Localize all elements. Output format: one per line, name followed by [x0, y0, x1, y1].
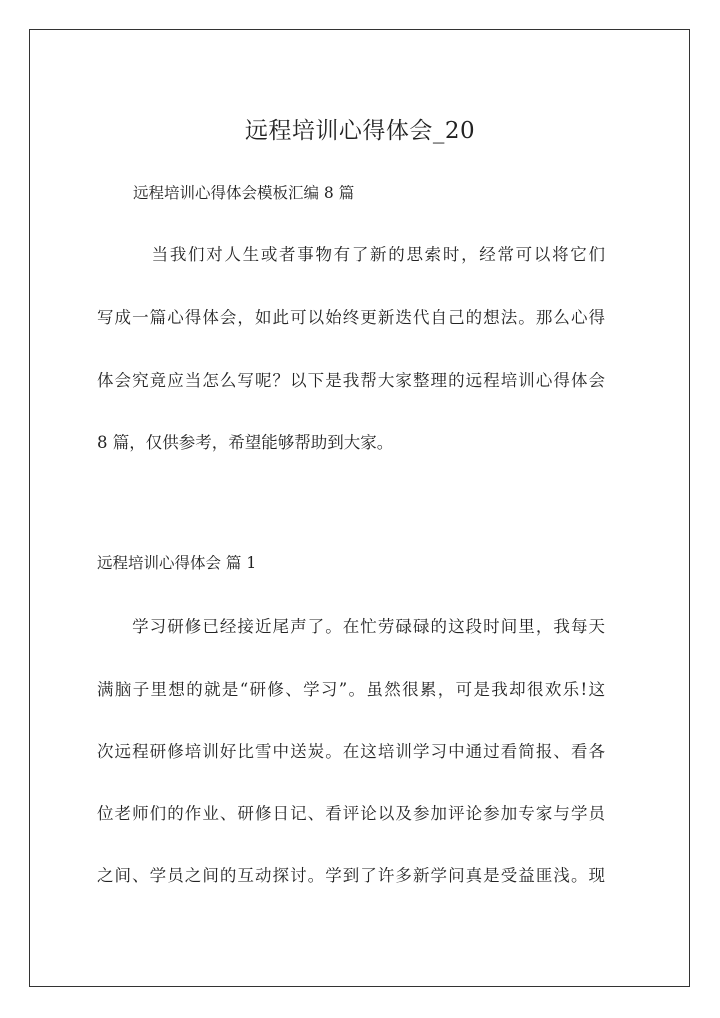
- document-title: 远程培训心得体会_20: [244, 118, 476, 144]
- page-border: [29, 29, 690, 987]
- intro-paragraph-line: 8 篇，仅供参考，希望能够帮助到大家。: [97, 433, 394, 452]
- section-paragraph-line: 学习研修已经接近尾声了。在忙劳碌碌的这段时间里，我每天: [97, 617, 605, 636]
- intro-paragraph-line: 体会究竟应当怎么写呢？以下是我帮大家整理的远程培训心得体会: [97, 371, 605, 390]
- section-paragraph-line: 位老师们的作业、研修日记、看评论以及参加评论参加专家与学员: [97, 804, 605, 823]
- section-paragraph-line: 满脑子里想的就是“研修、学习”。虽然很累，可是我却很欢乐!这: [97, 680, 605, 699]
- section-paragraph-line: 之间、学员之间的互动探讨。学到了许多新学问真是受益匪浅。现: [97, 866, 605, 885]
- document-subtitle: 远程培训心得体会模板汇编 8 篇: [133, 184, 355, 202]
- section-heading: 远程培训心得体会 篇 1: [97, 554, 257, 572]
- section-paragraph-line: 次远程研修培训好比雪中送炭。在这培训学习中通过看简报、看各: [97, 742, 605, 761]
- intro-paragraph-line: 写成一篇心得体会，如此可以始终更新迭代自己的想法。那么心得: [97, 308, 605, 327]
- intro-paragraph-line: 当我们对人生或者事物有了新的思索时，经常可以将它们: [97, 245, 605, 264]
